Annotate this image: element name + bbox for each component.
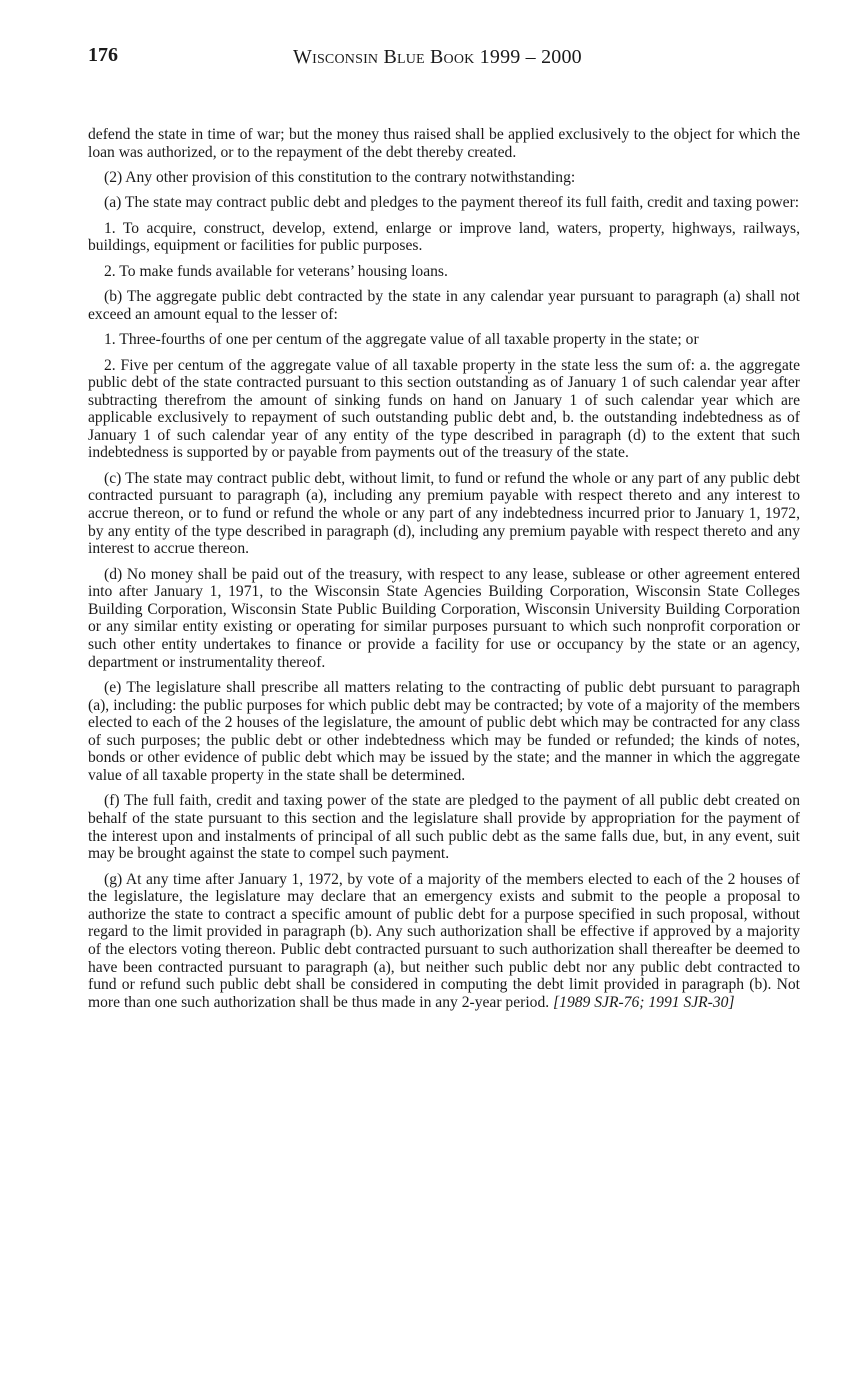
paragraph-d: (d) No money shall be paid out of the treasury, with respect to any lease, sublease or other agreement entered into after January 1, 1971, to the Wisconsin State Agencies Building Corporation, Wisconsin State Colleges Building Corporation, Wisconsin State Public Building Corporation, Wisconsin University Building Corporation or any similar entity existing or operating for similar purposes pursuant to which such nonprofit corporation or such other entity undertakes to finance or provide a facility for use or occupancy by the state or an agency, department or instrumentality thereof. xyxy=(88,565,800,671)
page-header xyxy=(88,44,800,74)
paragraph-a-2: 2. To make funds available for veterans’ housing loans. xyxy=(104,262,448,280)
running-title: Wisconsin Blue Book 1999 – 2000 xyxy=(293,46,582,68)
paragraph-subsection-2: (2) Any other provision of this constitution to the contrary notwithstanding: xyxy=(104,168,576,186)
paragraph-c: (c) The state may contract public debt, without limit, to fund or refund the whole or any part of any public debt contracted pursuant to paragraph (a), including any premium payable with respect thereto and any interest to accrue thereon, or to fund or refund the whole or any part of any indebtedness incurred prior to January 1, 1972, by any entity of the type described in paragraph (d), including any premium payable with respect thereto and any interest to accrue thereon. xyxy=(88,469,800,558)
paragraph-e: (e) The legislature shall prescribe all matters relating to the contracting of public debt pursuant to paragraph (a), including: the public purposes for which public debt may be contracted; by vote of a majority of the members elected to each of the 2 houses of the legislature, the amount of public debt which may be contracted for any class of such purposes; the public debt or other indebtedness which may be funded or refunded; the kinds of notes, bonds or other evidence of public debt which may be issued by the state; and the manner in which the aggregate value of all taxable property in the state shall be determined. xyxy=(88,679,800,784)
paragraph-g xyxy=(88,871,800,1012)
paragraph-a-1: 1. To acquire, construct, develop, extend, enlarge or improve land, waters, property, highways, railways, buildings, equipment or facilities for public purposes. xyxy=(88,219,800,255)
paragraph-b-2: 2. Five per centum of the aggregate value of all taxable property in the state less the sum of: a. the aggregate public debt of the state contracted pursuant to this section outstanding as of January 1 of such calendar year after subtracting therefrom the amount of sinking funds on hand on January 1 of such calendar year which are applicable exclusively to repayment of such outstanding public debt and, b. the outstanding indebtedness as of January 1 of such calendar year of any entity of the type described in paragraph (d) to the extent that such indebtedness is supported by or payable from payments out of the treasury of the state. xyxy=(88,356,800,462)
paragraph-continuation: defend the state in time of war; but the money thus raised shall be applied exclusively to the object for which the loan was authorized, or to the repayment of the debt thereby created. xyxy=(88,126,800,161)
page-number: 176 xyxy=(88,44,118,66)
paragraph-a: (a) The state may contract public debt and pledges to the payment thereof its full faith, credit and taxing power: xyxy=(104,194,800,212)
paragraph-g-text: (g) At any time after January 1, 1972, by vote of a majority of the members elected to each of the 2 houses of the legislature, the legislature may declare that an emergency exists and submit to the people a proposal to authorize the state to contract a specific amount of public debt for a purpose specified in such proposal, without regard to the limit provided in paragraph (b). Any such authorization shall be effective if approved by a majority of the electors voting thereon. Public debt contracted pursuant to such authorization shall thereafter be deemed to have been contracted pursuant to paragraph (a), but neither such public debt nor any public debt contracted to fund or refund such public debt shall be considered in computing the debt limit provided in paragraph (b). Not more than one such authorization shall be thus made in any 2-year period. xyxy=(88,870,800,1011)
citation: [1989 SJR-76; 1991 SJR-30] xyxy=(553,993,735,1011)
paragraph-b: (b) The aggregate public debt contracted by the state in any calendar year pursuant to paragraph (a) shall not exceed an amount equal to the lesser of: xyxy=(88,288,800,323)
paragraph-b-1: 1. Three-fourths of one per centum of the aggregate value of all taxable property in the state; or xyxy=(104,331,699,349)
paragraph-f: (f) The full faith, credit and taxing power of the state are pledged to the payment of all public debt created on behalf of the state pursuant to this section and the legislature shall provide by appropriation for the payment of the interest upon and instalments of principal of all such public debt as the same falls due, but, in any event, suit may be brought against the state to compel such payment. xyxy=(88,792,800,863)
body-text xyxy=(88,126,800,1019)
